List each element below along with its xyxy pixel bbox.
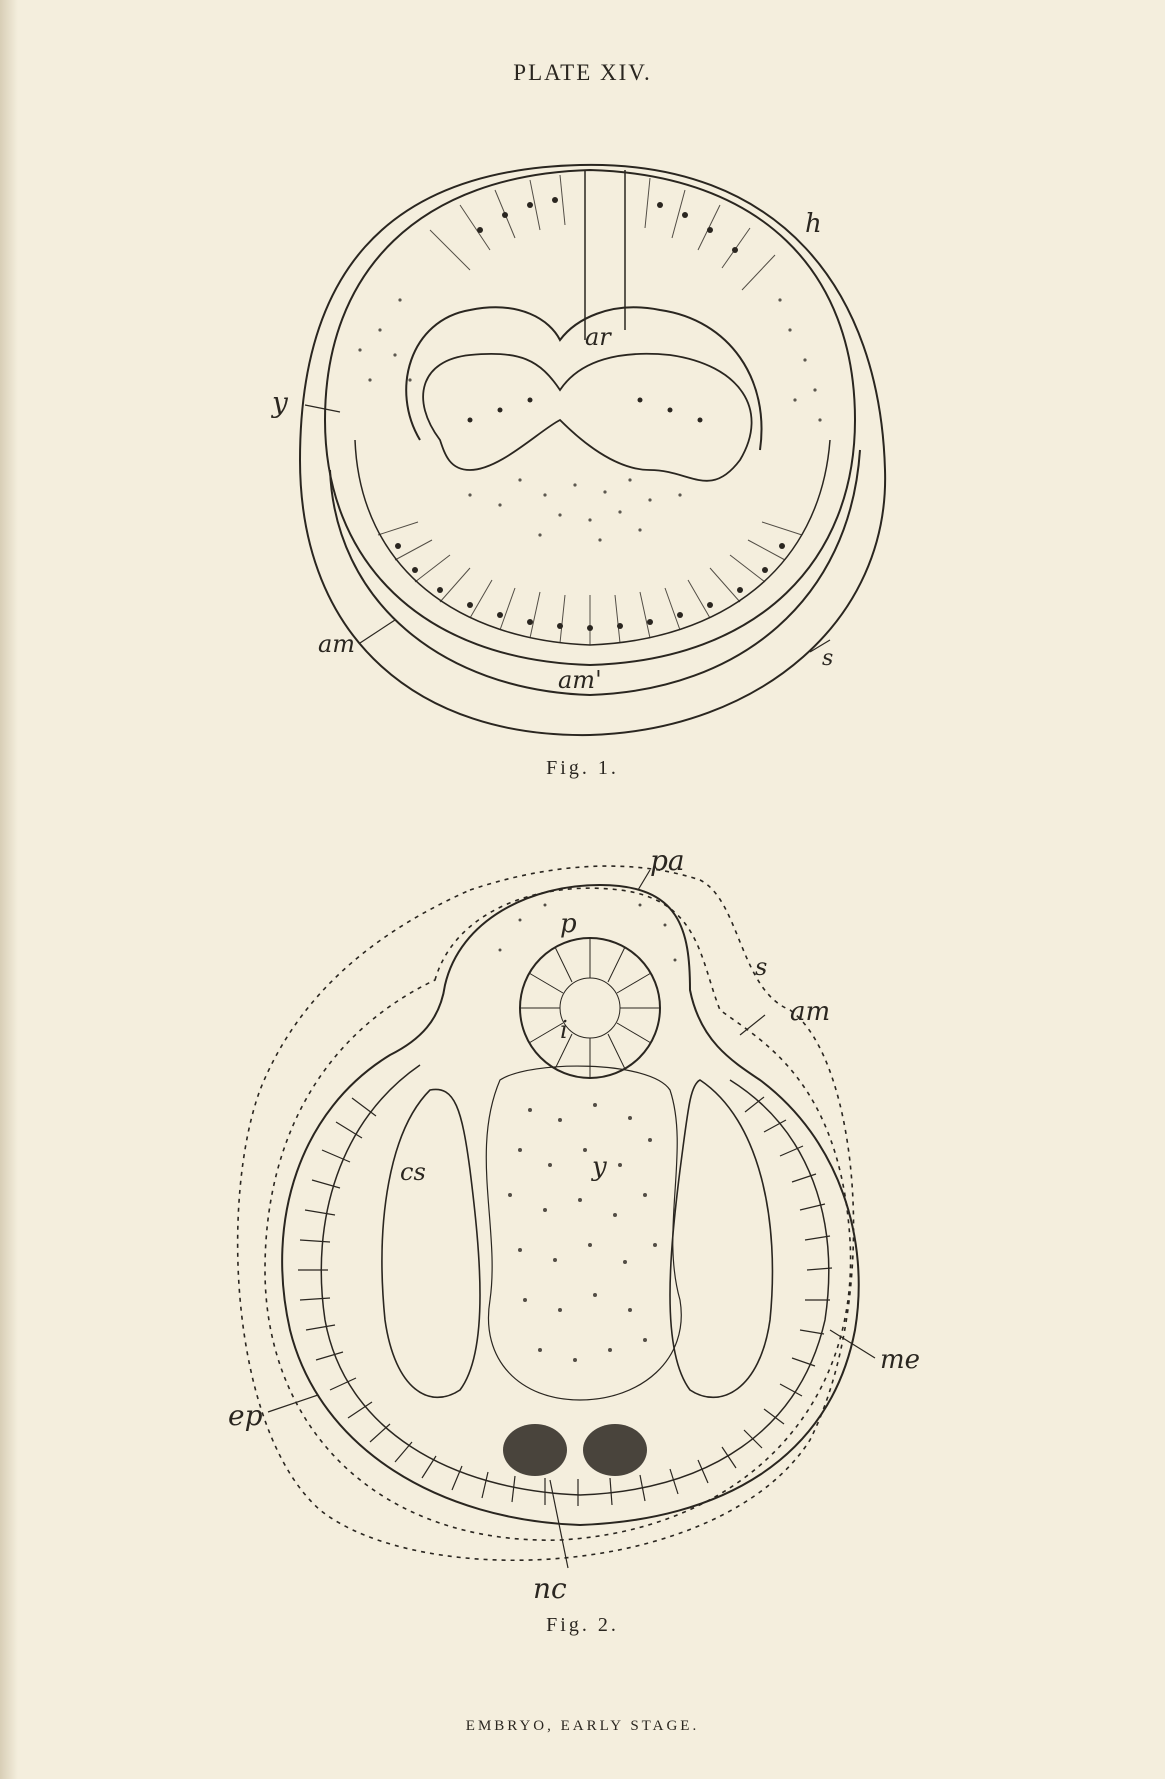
fig2-nerve-cord-right: [583, 1424, 647, 1476]
fig2-label-pa: pa: [650, 844, 685, 877]
fig1-amnion: [330, 450, 860, 695]
fig1-cell-ring: [355, 440, 830, 645]
fig1-inner-fold: [406, 307, 761, 450]
figure-2-illustration: [0, 840, 1165, 1610]
fig2-label-cs: cs: [400, 1158, 426, 1186]
fig1-outer-membrane: [300, 165, 885, 735]
fig1-label-am: am: [318, 630, 356, 658]
fig2-embryo-outline: [282, 885, 859, 1525]
figure-2-caption: Fig. 2.: [546, 1614, 619, 1636]
fig2-epidermis-inner: [321, 1065, 828, 1495]
plate-title: PLATE XIV.: [513, 60, 652, 85]
figure-1-caption: Fig. 1.: [546, 757, 619, 779]
fig2-label-p: p: [560, 909, 577, 939]
fig1-label-s: s: [822, 646, 834, 671]
fig2-label-i: i: [560, 1016, 568, 1044]
fig1-embryo-body: [325, 170, 855, 665]
fig2-label-am: am: [790, 997, 831, 1027]
fig2-label-nc: nc: [533, 1572, 567, 1605]
fig2-nerve-cord-left: [503, 1424, 567, 1476]
fig2-label-ep: ep: [228, 1399, 263, 1432]
fig2-label-me: me: [880, 1345, 921, 1375]
fig1-label-ar: ar: [585, 323, 611, 351]
fig2-left-fold: [382, 1089, 480, 1397]
fig1-label-y: y: [272, 386, 288, 419]
fig2-yolk-mass: [486, 1066, 681, 1400]
fig1-label-h: h: [805, 209, 822, 239]
figure-1-illustration: [0, 150, 1165, 750]
plate-footer-caption: EMBRYO, EARLY STAGE.: [465, 1718, 700, 1734]
fig2-intestine-lumen: [560, 978, 620, 1038]
fig2-label-s: s: [755, 953, 768, 981]
fig1-central-cavity: [423, 354, 751, 481]
fig1-label-am-prime: am': [558, 666, 602, 694]
fig2-label-y: y: [592, 1152, 607, 1182]
fig2-right-fold: [670, 1080, 772, 1397]
